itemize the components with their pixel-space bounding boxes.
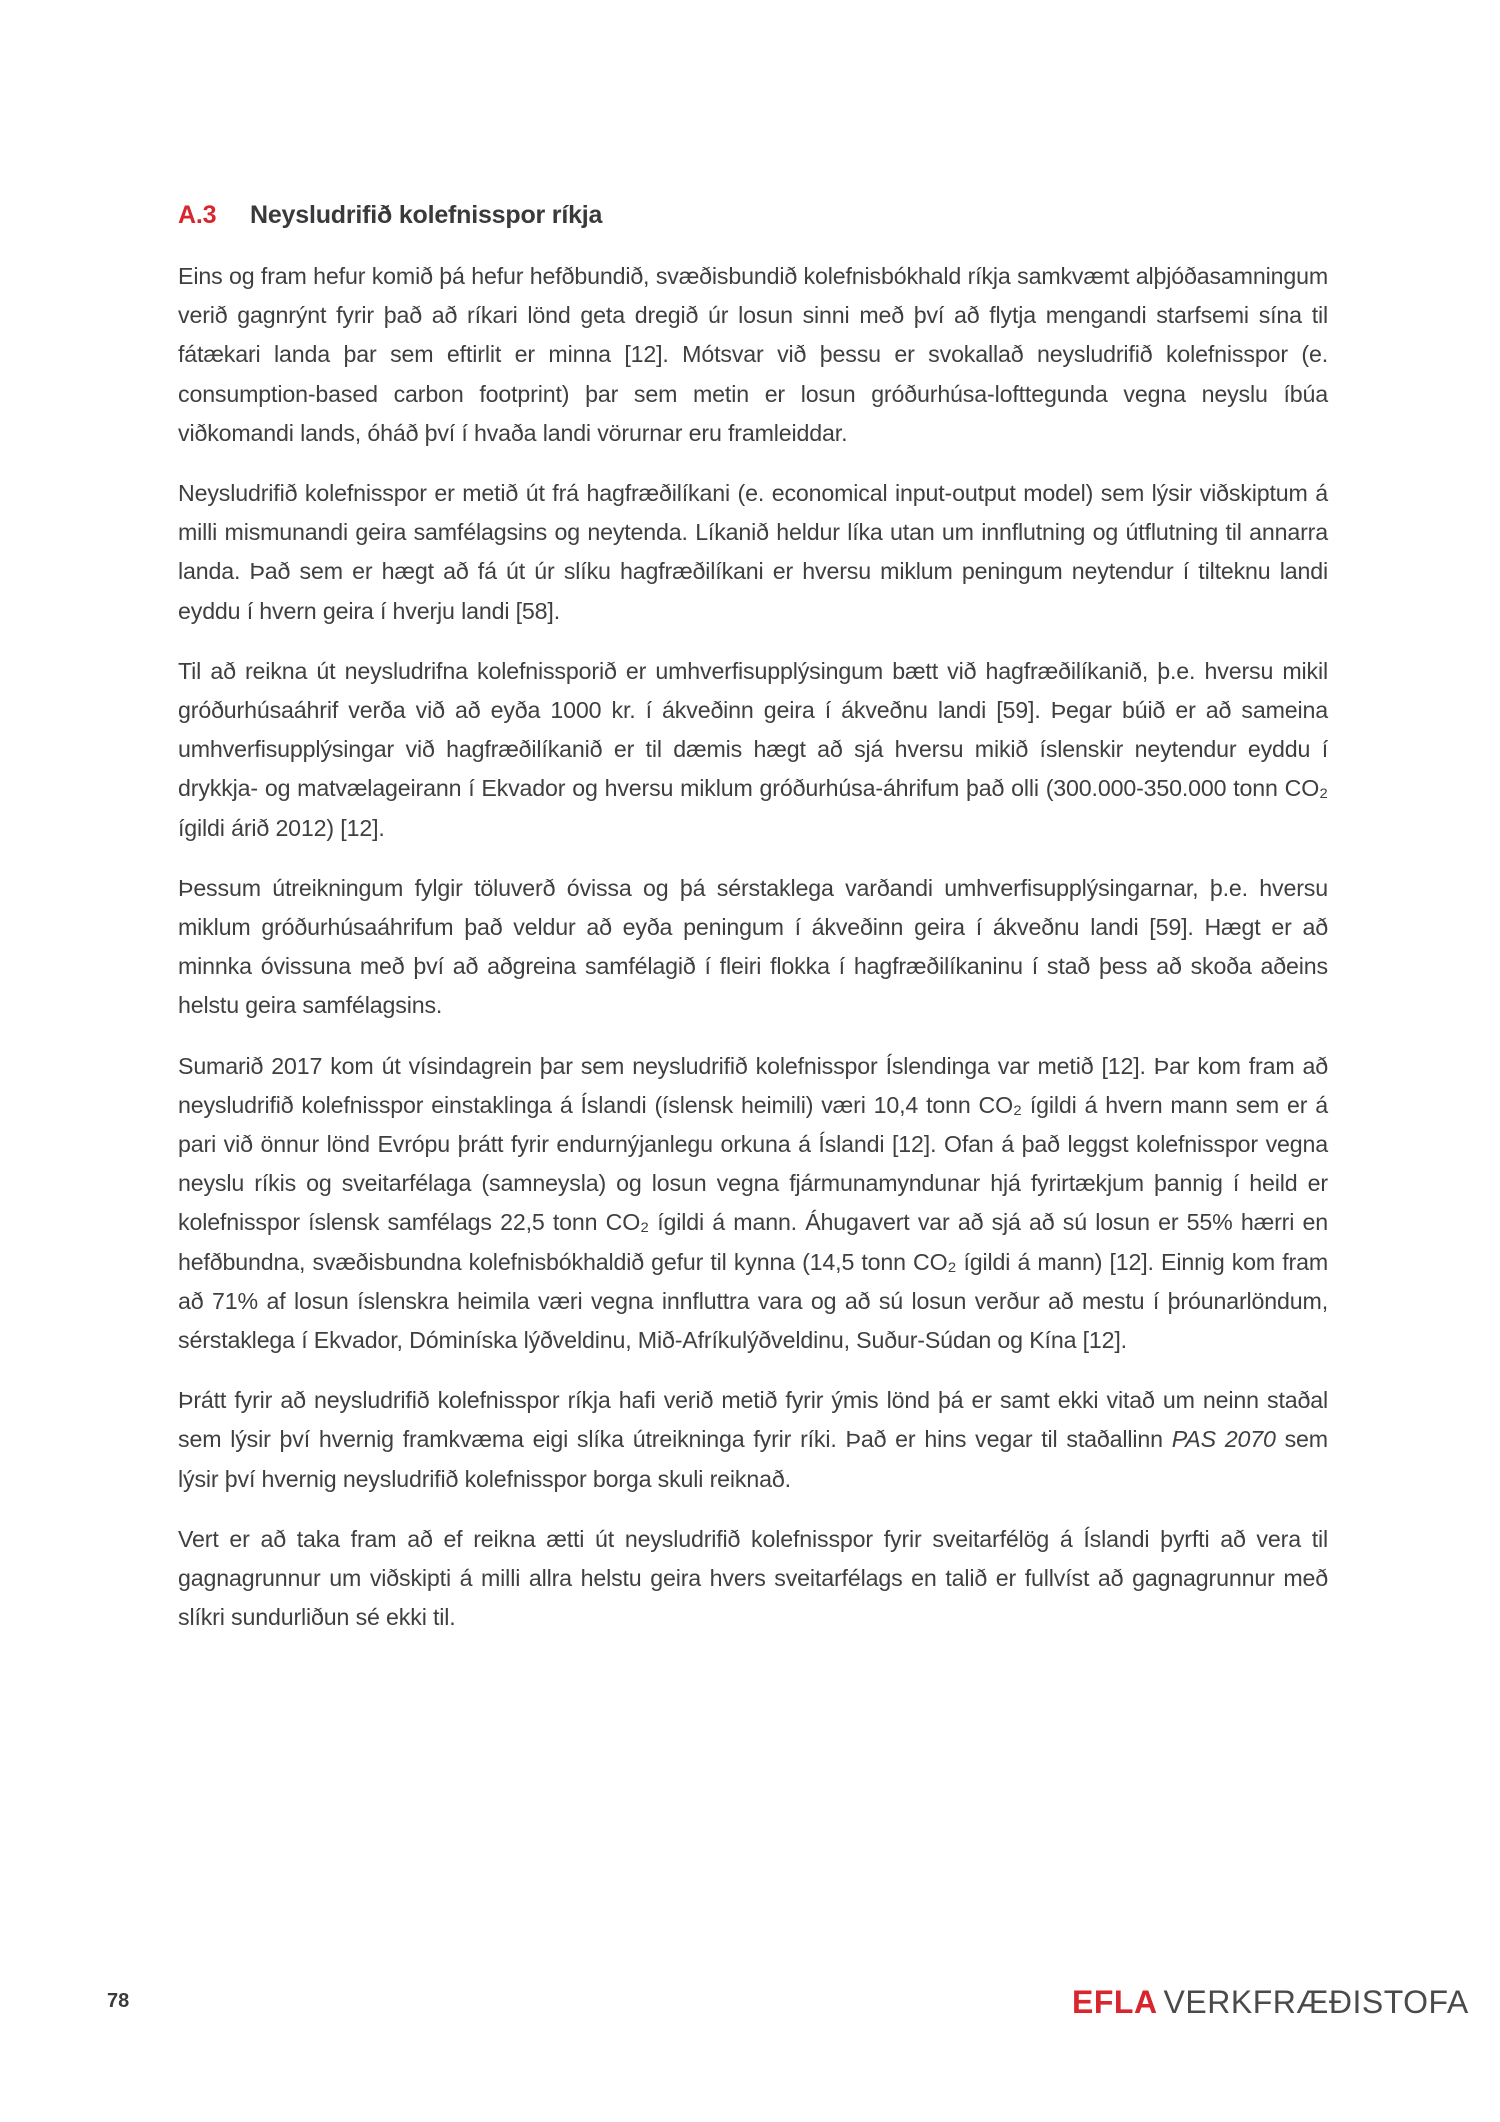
paragraph-1: Eins og fram hefur komið þá hefur hefðbundið, svæðisbundið kolefnisbókhald ríkja samkvæmt alþjóðasamningum verið gagnrýnt fyrir það að ríkari lönd geta dregið úr losun sinni með því að flytja mengandi starfsemi sína til fátækari landa þar sem eftirlit er minna [12]. Mótsvar við þessu er svokallað neysludrifið kolefnisspor (e. consumption-based carbon footprint) þar sem metin er losun gróðurhúsa-lofttegunda vegna neyslu íbúa viðkomandi lands, óháð því í hvaða landi vörurnar eru framleiddar.	[178, 263, 1328, 446]
section-heading	[178, 201, 602, 230]
paragraph-3: Til að reikna út neysludrifna kolefnissporið er umhverfisupplýsingum bætt við hagfræðilíkanið, þ.e. hversu mikil gróðurhúsaáhrif verða við að eyða 1000 kr. í ákveðinn geira í ákveðnu landi [59]. Þegar búið er að sameina umhverfisupplýsingar við hagfræðilíkanið er til dæmis hægt að sjá hversu mikið íslenskir neytendur eyddu í drykkja- og matvælageirann í Ekvador og hversu miklum gróðurhúsa-áhrifum það olli (300.000-350.000 tonn CO₂ ígildi árið 2012) [12].	[178, 657, 1328, 841]
paragraph-6-text-before: Þrátt fyrir að neysludrifið kolefnisspor ríkja hafi verið metið fyrir ýmis lönd þá er samt ekki vitað um neinn staðal sem lýsir því hvernig framkvæma eigi slíka útreikninga fyrir ríki. Það er hins vegar til staðallinn	[178, 1387, 1328, 1453]
standard-name-emphasis: PAS 2070	[1171, 1426, 1276, 1453]
company-logo	[1072, 1984, 1469, 2021]
section-title: Neysludrifið kolefnisspor ríkja	[250, 200, 603, 229]
logo-subtitle: VERKFRÆÐISTOFA	[1163, 1984, 1469, 2020]
paragraph-6	[178, 1381, 1328, 1499]
paragraph-7: Vert er að taka fram að ef reikna ætti út neysludrifið kolefnisspor fyrir sveitarfélög á Íslandi þyrfti að vera til gagnagrunnur um viðskipti á milli allra helstu geira hvers sveitarfélags en talið er fullvíst að gagnagrunnur með slíkri sundurliðun sé ekki til.	[178, 1525, 1328, 1631]
page-number: 78	[107, 1990, 130, 2012]
paragraph-4: Þessum útreikningum fylgir töluverð óvissa og þá sérstaklega varðandi umhverfisupplýsingarnar, þ.e. hversu miklum gróðurhúsaáhrifum það veldur að eyða peningum í ákveðinn geira í ákveðnu landi [59]. Hægt er að minnka óvissuna með því að aðgreina samfélagið í fleiri flokka í hagfræðilíkaninu í stað þess að skoða aðeins helstu geira samfélagsins.	[178, 874, 1328, 1019]
paragraph-5: Sumarið 2017 kom út vísindagrein þar sem neysludrifið kolefnisspor Íslendinga var metið [12]. Þar kom fram að neysludrifið kolefnisspor einstaklinga á Íslandi (íslensk heimili) væri 10,4 tonn CO₂ ígildi á hvern mann sem er á pari við önnur lönd Evrópu þrátt fyrir endurnýjanlegu orkuna á Íslandi [12]. Ofan á það leggst kolefnisspor vegna neyslu ríkis og sveitarfélaga (samneysla) og losun vegna fjármunamyndunar hjá fyrirtækjum þannig í heild er kolefnisspor íslensk samfélags 22,5 tonn CO₂ ígildi á mann. Áhugavert var að sjá að sú losun er 55% hærri en hefðbundna, svæðisbundna kolefnisbókhaldið gefur til kynna (14,5 tonn CO₂ ígildi á mann) [12]. Einnig kom fram að 71% af losun íslenskra heimila væri vegna innfluttra vara og að sú losun verður að mestu í þróunarlöndum, sérstaklega í Ekvador, Dóminíska lýðveldinu, Mið-Afríkulýðveldinu, Suður-Súdan og Kína [12].	[178, 1052, 1328, 1354]
paragraph-6-text-after: sem lýsir því hvernig neysludrifið kolefnisspor borga skuli reiknað.	[178, 1426, 1328, 1492]
body-text	[178, 257, 1328, 1659]
section-number: A.3	[178, 200, 217, 229]
paragraph-2: Neysludrifið kolefnisspor er metið út frá hagfræðilíkani (e. economical input-output model) sem lýsir viðskiptum á milli mismunandi geira samfélagsins og neytenda. Líkanið heldur líka utan um innflutning og útflutning til annarra landa. Það sem er hægt að fá út úr slíku hagfræðilíkani er hversu miklum peningum neytendur í tilteknu landi eyddu í hvern geira í hverju landi [58].	[178, 480, 1328, 624]
logo-brand: EFLA	[1072, 1984, 1158, 2020]
